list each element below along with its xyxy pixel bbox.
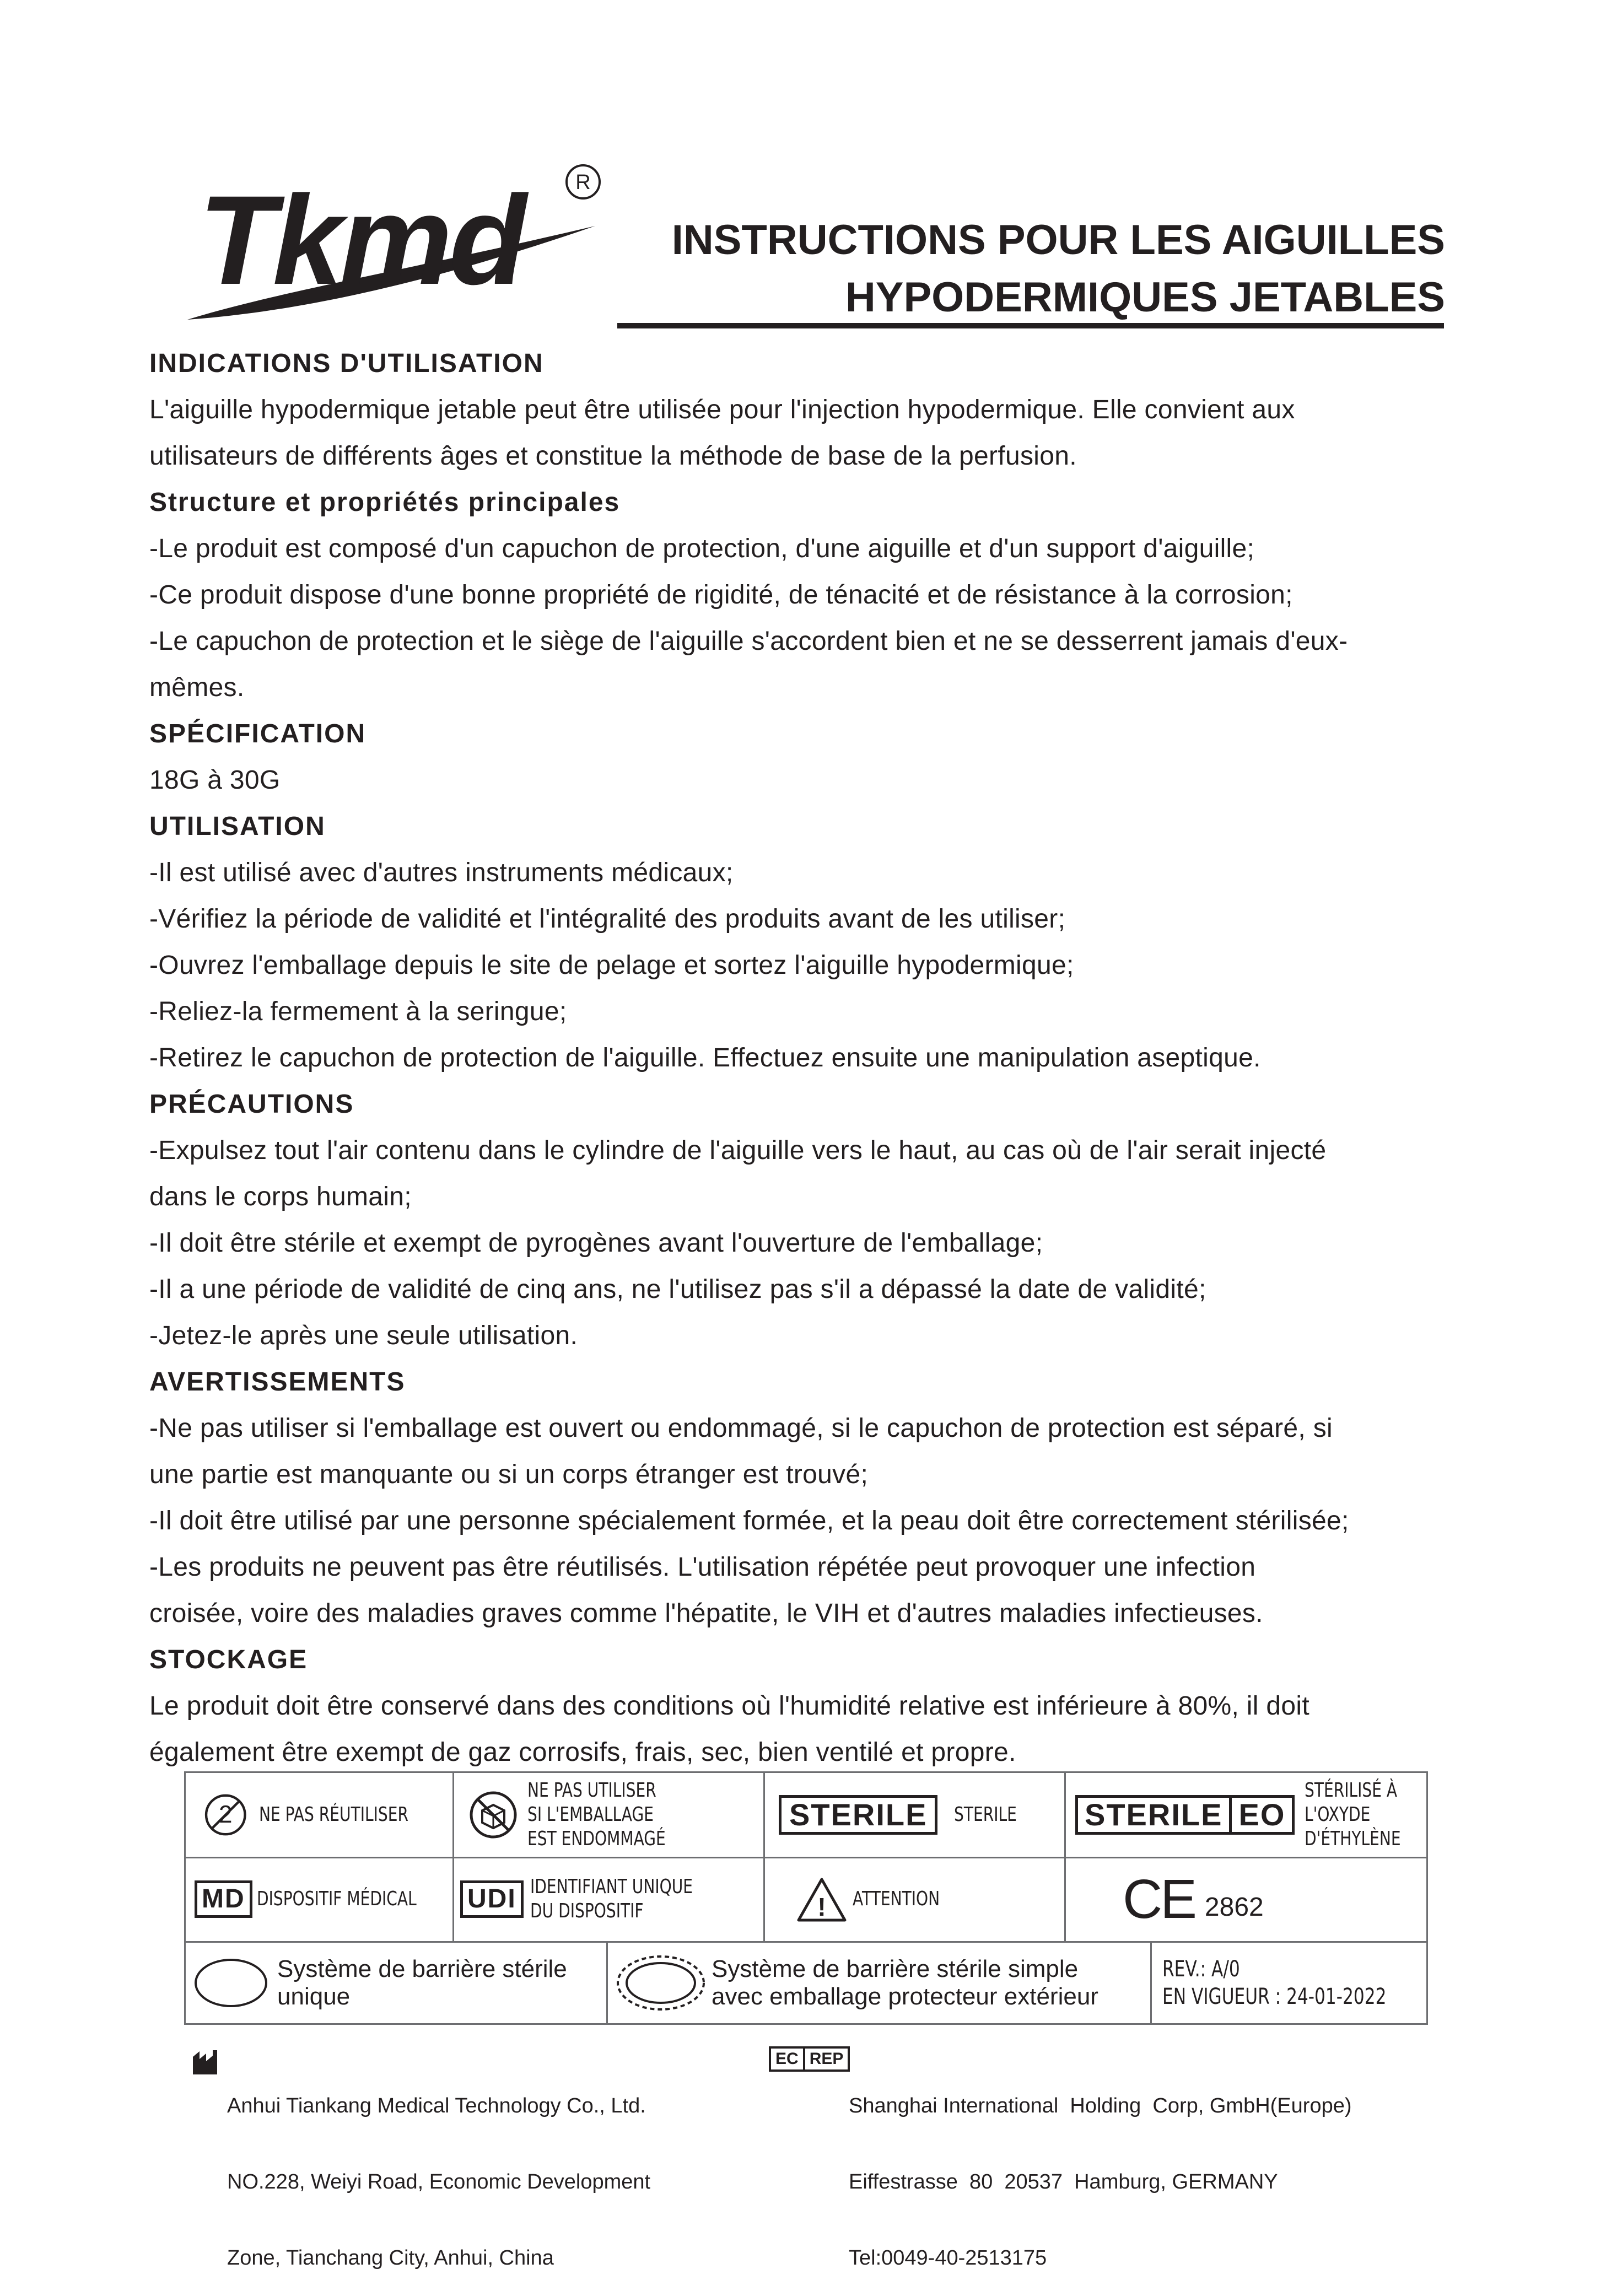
text-line: -Les produits ne peuvent pas être réutilisés. L'utilisation répétée peut provoquer une infection <box>149 1553 1256 1582</box>
manufacturer-line-2: NO.228, Weiyi Road, Economic Development <box>227 2170 651 2193</box>
rep-line-2: Eiffestrasse 80 20537 Hamburg, GERMANY <box>849 2170 1278 2193</box>
manufacturer-line-1: Anhui Tiankang Medical Technology Co., Ltd. <box>227 2094 646 2117</box>
cell-ce-mark <box>1123 1857 1371 1941</box>
title-line-2: HYPODERMIQUES JETABLES <box>845 274 1445 321</box>
double-barrier-label-1: Système de barrière stérile simple <box>712 1955 1079 1982</box>
single-barrier-label-1: Système de barrière stérile <box>277 1955 567 1982</box>
sterile-eo-symbol: STERILE EO <box>1075 1795 1295 1835</box>
title-line-1: INSTRUCTIONS POUR LES AIGUILLES <box>671 217 1445 263</box>
document-title <box>398 212 1445 326</box>
text-line: -Le capuchon de protection et le siège de l'aiguille s'accordent bien et ne se desserrent jamais d'eux- <box>149 627 1348 656</box>
sterile-barrier-protective-packaging-icon <box>615 1953 707 2013</box>
cell-no-reuse <box>202 1773 450 1857</box>
symbol-legend-table <box>184 1771 1428 2025</box>
text-line: une partie est manquante ou si un corps étranger est trouvé; <box>149 1460 869 1489</box>
sterile-eo-label-3: D'ÉTHYLÈNE <box>1305 1828 1402 1850</box>
table-divider <box>1064 1773 1066 1941</box>
text-line: dans le corps humain; <box>149 1182 412 1211</box>
instructions-body <box>149 341 1472 1776</box>
cell-sterile <box>779 1773 1060 1857</box>
text-line: -Ne pas utiliser si l'emballage est ouvert ou endommagé, si le capuchon de protection est séparé, si <box>149 1414 1333 1443</box>
text-line: -Ouvrez l'emballage depuis le site de pelage et sortez l'aiguille hypodermique; <box>149 951 1074 980</box>
text-line: -Retirez le capuchon de protection de l'aiguille. Effectuez ensuite une manipulation aseptique. <box>149 1043 1261 1072</box>
cell-sterile-eo <box>1075 1773 1428 1857</box>
section-heading: Structure et propriétés principales <box>149 488 621 517</box>
svg-text:R: R <box>575 171 591 194</box>
table-divider <box>1150 1941 1152 2025</box>
eu-representative-address <box>849 2042 1352 2296</box>
notified-body-number: 2862 <box>1204 1893 1264 1922</box>
text-line: 18G à 30G <box>149 766 281 795</box>
text-line: -Il doit être stérile et exempt de pyrogènes avant l'ouverture de l'emballage; <box>149 1228 1043 1258</box>
text-line: -Reliez-la fermement à la seringue; <box>149 997 567 1026</box>
text-line: croisée, voire des maladies graves comme l'hépatite, le VIH et d'autres maladies infectieuses. <box>149 1599 1263 1628</box>
ec-rep-symbol: EC REP <box>769 2046 850 2072</box>
table-divider <box>763 1773 765 1941</box>
damaged-label-2: SI L'EMBALLAGE <box>527 1803 654 1826</box>
damaged-label-3: EST ENDOMMAGÉ <box>527 1828 666 1850</box>
section-heading: SPÉCIFICATION <box>149 719 367 748</box>
double-barrier-label-2: avec emballage protecteur extérieur <box>712 1983 1098 2010</box>
svg-text:2: 2 <box>219 1801 233 1829</box>
rep-line-1: Shanghai International Holding Corp, GmbH(Europe) <box>849 2094 1352 2117</box>
do-not-reuse-icon <box>202 1788 249 1841</box>
manufacturer-address <box>227 2042 650 2296</box>
cell-do-not-use-if-damaged <box>467 1773 759 1857</box>
md-label: DISPOSITIF MÉDICAL <box>256 1887 417 1910</box>
udi-label-1: IDENTIFIANT UNIQUE <box>530 1875 693 1898</box>
cell-sterile-barrier-protective <box>615 1941 1149 2025</box>
cell-single-sterile-barrier <box>192 1941 603 2025</box>
text-line: -Expulsez tout l'air contenu dans le cylindre de l'aiguille vers le haut, au cas où de l'air serait injecté <box>149 1136 1327 1165</box>
cell-udi <box>460 1857 761 1941</box>
cell-medical-device <box>195 1857 451 1941</box>
text-line: -Il est utilisé avec d'autres instruments médicaux; <box>149 858 734 887</box>
udi-label-2: DU DISPOSITIF <box>530 1899 644 1922</box>
single-barrier-label-2: unique <box>277 1983 351 2010</box>
table-divider <box>606 1941 608 2025</box>
cell-revision <box>1162 1941 1427 2025</box>
text-line: mêmes. <box>149 673 245 702</box>
rep-line-3: Tel:0049-40-2513175 <box>849 2246 1047 2270</box>
section-heading: PRÉCAUTIONS <box>149 1090 354 1119</box>
text-line: -Il a une période de validité de cinq ans, ne l'utilisez pas s'il a dépassé la date de validité; <box>149 1275 1206 1304</box>
sterile-label: STERILE <box>954 1803 1017 1826</box>
title-divider <box>617 323 1444 328</box>
section-heading: UTILISATION <box>149 812 326 841</box>
sterile-symbol: STERILE <box>779 1795 937 1835</box>
text-line: -Le produit est composé d'un capuchon de protection, d'une aiguille et d'un support d'aiguille; <box>149 534 1255 563</box>
damaged-label-1: NE PAS UTILISER <box>527 1779 656 1802</box>
md-symbol: MD <box>195 1880 252 1918</box>
sterile-eo-label-2: L'OXYDE <box>1305 1803 1371 1826</box>
manufacturer-line-3: Zone, Tianchang City, Anhui, China <box>227 2246 554 2270</box>
revision-label: REV.: A/0 <box>1162 1957 1240 1982</box>
manufacturer-icon <box>192 2049 218 2076</box>
section-heading: INDICATIONS D'UTILISATION <box>149 349 544 378</box>
ce-mark: CE <box>1123 1868 1195 1930</box>
udi-symbol: UDI <box>460 1880 524 1918</box>
text-line: L'aiguille hypodermique jetable peut être utilisée pour l'injection hypodermique. Elle convient aux <box>149 395 1295 424</box>
text-line: -Ce produit dispose d'une bonne propriété de rigidité, de ténacité et de résistance à la corrosion; <box>149 580 1293 610</box>
section-heading: AVERTISSEMENTS <box>149 1367 406 1397</box>
table-divider <box>452 1773 454 1941</box>
single-sterile-barrier-icon <box>192 1956 270 2010</box>
text-line: -Il doit être utilisé par une personne spécialement formée, et la peau doit être correctement stérilisée; <box>149 1506 1349 1535</box>
do-not-use-if-damaged-icon <box>467 1788 520 1841</box>
effective-date-label: EN VIGUEUR : 24-01-2022 <box>1162 1984 1387 2009</box>
logo-text: Tkmd <box>198 169 524 311</box>
text-line: -Vérifiez la période de validité et l'intégralité des produits avant de les utiliser; <box>149 904 1066 934</box>
text-line: également être exempt de gaz corrosifs, frais, sec, bien ventilé et propre. <box>149 1738 1016 1767</box>
text-line: -Jetez-le après une seule utilisation. <box>149 1321 578 1350</box>
cell-attention <box>796 1857 1061 1941</box>
text-line: Le produit doit être conservé dans des conditions où l'humidité relative est inférieure à 80%, il doit <box>149 1691 1309 1721</box>
sterile-eo-label-1: STÉRILISÉ À <box>1305 1779 1398 1802</box>
caution-triangle-icon <box>796 1876 847 1922</box>
svg-text:!: ! <box>817 1892 826 1921</box>
text-line: utilisateurs de différents âges et constitue la méthode de base de la perfusion. <box>149 441 1077 471</box>
attention-label: ATTENTION <box>853 1887 940 1910</box>
no-reuse-label: NE PAS RÉUTILISER <box>258 1803 408 1826</box>
section-heading: STOCKAGE <box>149 1645 308 1674</box>
